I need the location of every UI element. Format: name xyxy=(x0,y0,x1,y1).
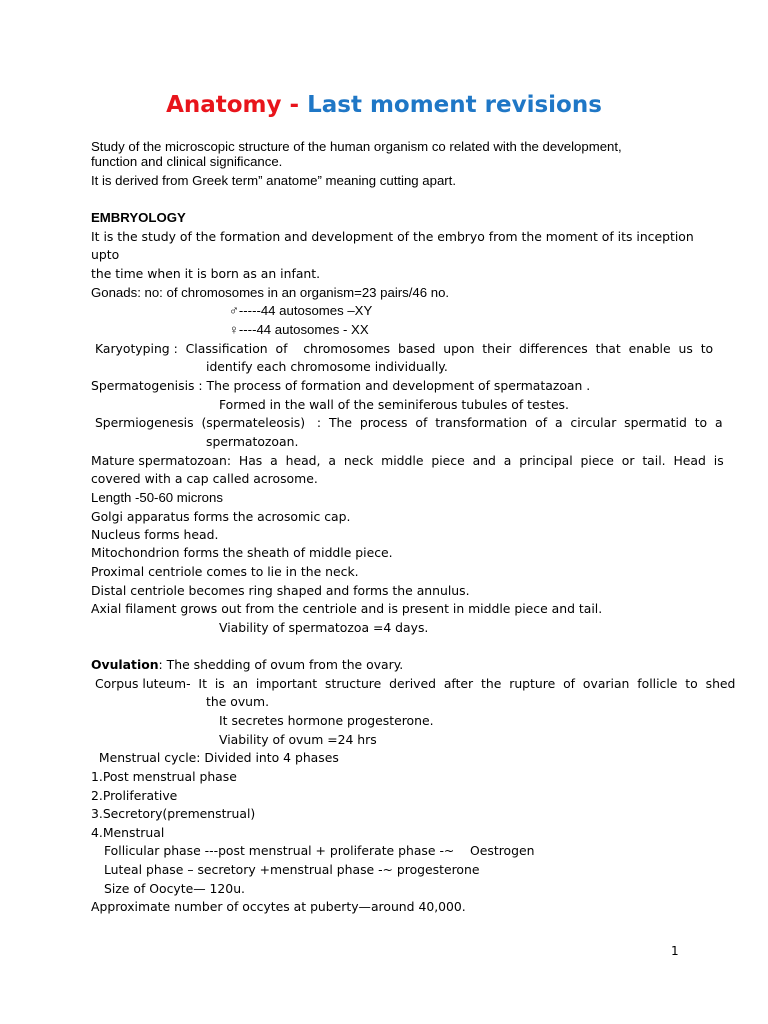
title-anatomy: Anatomy xyxy=(166,92,282,118)
intro-line-2: function and clinical significance. xyxy=(91,154,283,169)
mitochondrion-line: Mitochondrion forms the sheath of middle piece. xyxy=(91,545,393,560)
ovulation-definition: : The shedding of ovum from the ovary. xyxy=(158,657,404,672)
oocyte-size-line: Size of Oocyte— 120u. xyxy=(104,881,245,896)
title-subtitle: Last moment revisions xyxy=(307,92,602,118)
karyotyping-line-2: identify each chromosome individually. xyxy=(206,359,448,374)
oocyte-count-line: Approximate number of occytes at puberty—around 40,000. xyxy=(91,899,466,914)
page-title xyxy=(0,92,768,118)
phase-4: 4.Menstrual xyxy=(91,825,165,840)
embryology-heading: EMBRYOLOGY xyxy=(91,210,186,225)
sperm-viability-line: Viability of spermatozoa =4 days. xyxy=(219,620,429,635)
golgi-line: Golgi apparatus forms the acrosomic cap. xyxy=(91,509,351,524)
axial-filament-line: Axial filament grows out from the centriole and is present in middle piece and tail. xyxy=(91,601,603,616)
nucleus-line: Nucleus forms head. xyxy=(91,527,219,542)
ovulation-heading: Ovulation xyxy=(91,657,159,672)
distal-centriole-line: Distal centriole becomes ring shaped and forms the annulus. xyxy=(91,583,470,598)
page-number: 1 xyxy=(671,944,679,958)
embryology-line-3: the time when it is born as an infant. xyxy=(91,266,321,281)
embryology-line-2: upto xyxy=(91,247,120,262)
intro-line-3: It is derived from Greek term” anatome” meaning cutting apart. xyxy=(91,173,457,188)
menstrual-cycle-line: Menstrual cycle: Divided into 4 phases xyxy=(91,750,339,765)
phase-1: 1.Post menstrual phase xyxy=(91,769,237,784)
ovum-viability-line: Viability of ovum =24 hrs xyxy=(219,732,377,747)
length-line: Length -50-60 microns xyxy=(91,490,223,505)
karyotyping-line-1: Karyotyping : Classification of chromosomes based upon their differences that enable us to xyxy=(91,341,714,356)
gonads-line: Gonads: no: of chromosomes in an organism=23 pairs/46 no. xyxy=(91,285,450,300)
title-separator: - xyxy=(281,92,308,118)
embryology-line-1: It is the study of the formation and development of the embryo from the moment of its inception xyxy=(91,229,694,244)
spermiogenesis-line-2: spermatozoan. xyxy=(206,434,299,449)
spermatogenesis-line-2: Formed in the wall of the seminiferous tubules of testes. xyxy=(219,397,569,412)
follicular-phase-line: Follicular phase ---post menstrual + proliferate phase -~ Oestrogen xyxy=(104,843,535,858)
proximal-centriole-line: Proximal centriole comes to lie in the neck. xyxy=(91,564,359,579)
phase-2: 2.Proliferative xyxy=(91,788,178,803)
ovulation-line xyxy=(91,657,403,672)
mature-spermatozoan-line-2: covered with a cap called acrosome. xyxy=(91,471,318,486)
spermiogenesis-line-1: Spermiogenesis (spermateleosis) : The process of transformation of a circular spermatid to a xyxy=(91,415,723,430)
luteal-phase-line: Luteal phase – secretory +menstrual phase -~ progesterone xyxy=(104,862,480,877)
mature-spermatozoan-line-1: Mature spermatozoan: Has a head, a neck middle piece and a principal piece or tail. Head is xyxy=(91,453,724,468)
phase-3: 3.Secretory(premenstrual) xyxy=(91,806,256,821)
male-chromosomes: ♂-----44 autosomes –XY xyxy=(229,303,373,318)
spermatogenesis-line-1: Spermatogenisis : The process of formation and development of spermatazoan . xyxy=(91,378,591,393)
female-chromosomes: ♀----44 autosomes - XX xyxy=(229,322,369,337)
progesterone-line: It secretes hormone progesterone. xyxy=(219,713,434,728)
intro-line-1: Study of the microscopic structure of the human organism co related with the development, xyxy=(91,139,622,154)
corpus-luteum-line-1: Corpus luteum- It is an important structure derived after the rupture of ovarian follicle to shed xyxy=(91,676,736,691)
corpus-luteum-line-2: the ovum. xyxy=(206,694,270,709)
